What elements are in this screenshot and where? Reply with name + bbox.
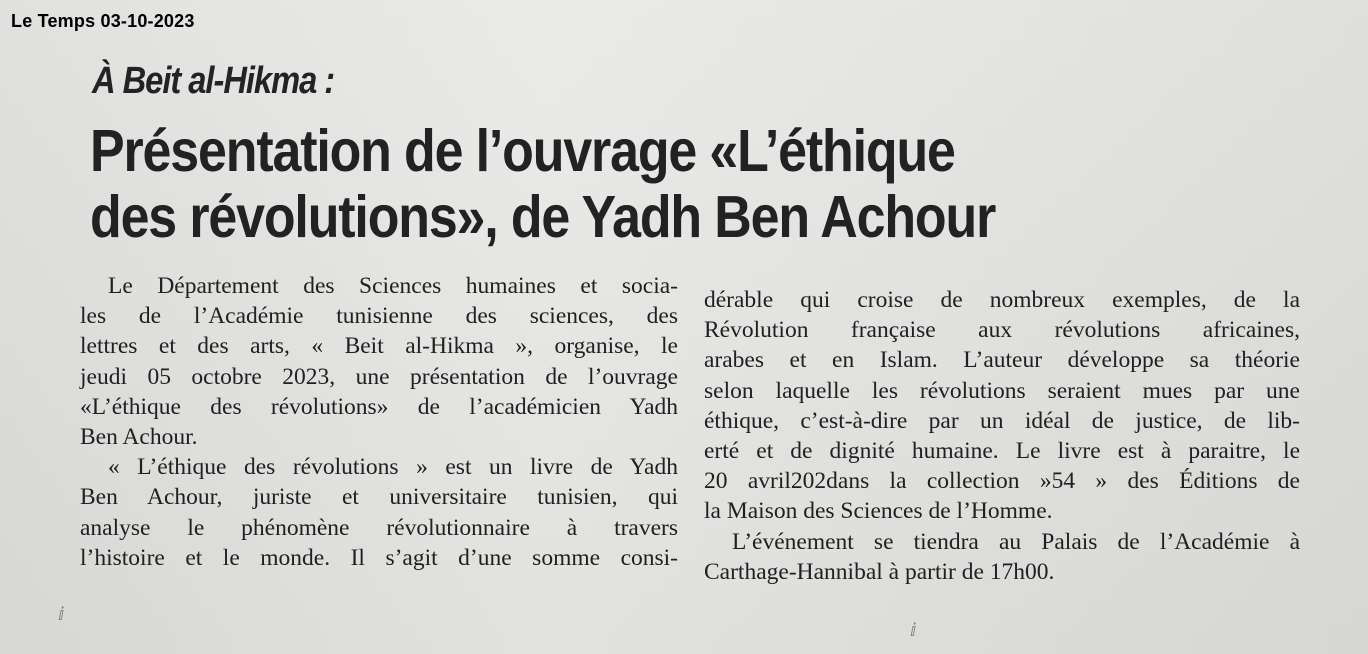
text-line: dérable qui croise de nombreux exemples, de la — [704, 287, 1300, 313]
text-line: éthique, c’est-à-dire par un idéal de justice, de lib- — [704, 407, 1300, 434]
text-line: Révolution française aux révolutions africaines, — [704, 317, 1300, 344]
paper-fold-mark: ⅈ — [910, 620, 917, 641]
text-line: analyse le phénomène révolutionnaire à travers — [80, 514, 678, 541]
headline-line-1: Présentation de l’ouvrage «L’éthique — [90, 118, 955, 184]
article-headline — [90, 118, 1076, 250]
source-label: Le Temps 03-10-2023 — [11, 11, 195, 31]
text-line: « L’éthique des révolutions » est un livre de Yadh — [108, 454, 678, 481]
article-kicker: À Beit al-Hikma : — [92, 60, 335, 102]
text-line: Le Département des Sciences humaines et socia- — [108, 273, 678, 299]
text-line: arabes et en Islam. L’auteur développe sa théorie — [704, 347, 1300, 374]
text-line: erté et de dignité humaine. Le livre est à paraitre, le — [704, 438, 1300, 465]
text-line: selon laquelle les révolutions seraient mues par une — [704, 377, 1300, 404]
text-line: Ben Achour. — [80, 424, 198, 451]
text-line: l’histoire et le monde. Il s’agit d’une somme consi- — [80, 544, 678, 571]
article-column-left — [80, 271, 678, 573]
text-line: Carthage-Hannibal à partir de 17h00. — [704, 558, 1055, 585]
text-line: 20 avril202dans la collection »54 » des Éditions de — [704, 468, 1300, 495]
paper-fold-mark: ⅈ — [58, 604, 65, 625]
article-column-right — [704, 285, 1300, 587]
text-line: L’événement se tiendra au Palais de l’Académie à — [732, 528, 1300, 555]
text-line: la Maison des Sciences de l’Homme. — [704, 498, 1053, 525]
text-line: lettres et des arts, « Beit al-Hikma », organise, le — [80, 333, 678, 360]
headline-line-2: des révolutions», de Yadh Ben Achour — [90, 184, 996, 250]
text-line: jeudi 05 octobre 2023, une présentation de l’ouvrage — [80, 363, 678, 390]
text-line: les de l’Académie tunisienne des sciences, des — [80, 303, 678, 330]
text-line: Ben Achour, juriste et universitaire tunisien, qui — [80, 484, 678, 511]
text-line: «L’éthique des révolutions» de l’académicien Yadh — [80, 393, 678, 420]
